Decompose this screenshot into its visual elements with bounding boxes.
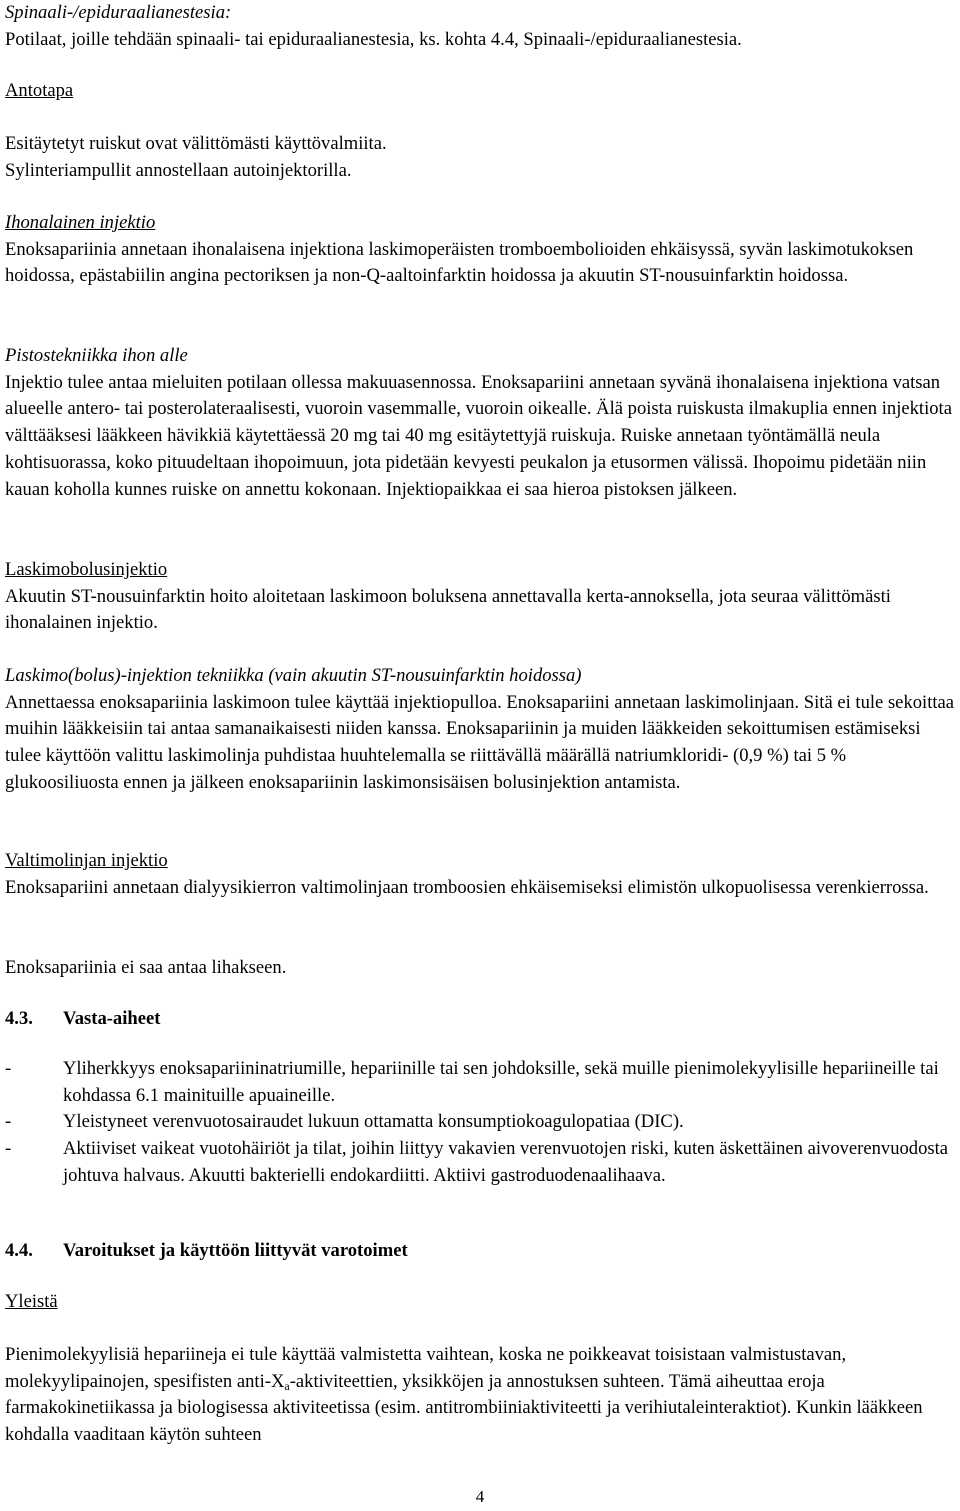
iv-bolus-text: Akuutin ST-nousuinfarktin hoito aloitetaan laskimoon boluksena annettavalla kerta-annoksella, jota seuraa välittömästi ihonalainen injektio. <box>5 585 891 634</box>
list-item <box>5 1056 956 1109</box>
iv-technique-heading: Laskimo(bolus)-injektion tekniikka (vain akuutin ST-nousuinfarktin hoidossa) <box>5 665 582 686</box>
list-dash: - <box>5 1138 12 1160</box>
section-iv-technique <box>5 663 956 797</box>
warnings-heading <box>5 1238 956 1265</box>
spinal-heading: Spinaali-/epiduraalianestesia: <box>5 2 232 23</box>
contraindications-heading <box>5 1006 956 1033</box>
warnings-number: 4.4. <box>5 1240 33 1261</box>
list-item <box>5 1136 956 1189</box>
page-number: 4 <box>475 1487 485 1506</box>
list-item-text: Yleistyneet verenvuotosairaudet lukuun ottamatta konsumptiokoagulopatiaa (DIC). <box>63 1111 684 1133</box>
list-item-text: Aktiiviset vaikeat vuotohäiriöt ja tilat, joihin liittyy vakavien verenvuotojen riski, kuten äskettäinen aivoverenvuodosta johtuva halvaus. Akuutti bakterielli endokardiitti. Aktiivi gastroduodenaalihaava. <box>63 1138 949 1186</box>
section-arterial <box>5 848 956 901</box>
contraindications-list-wrap <box>5 1056 956 1190</box>
sc-text: Enoksapariinia annetaan ihonalaisena injektiona laskimoperäisten tromboembolioiden ehkäisyssä, syvän laskimotukoksen hoidossa, epästabiilin angina pectoriksen ja non-Q-aaltoinfarktin hoidossa ja akuutin ST-nousuinfarktin hoidossa. <box>5 238 914 287</box>
general-text-part-1: Pienimolekyylisiä hepariineja ei tule käyttää valmistetta vaihtean, koska ne poikkeavat toisistaan valmistustavan, molekyylipainojen, spesifisten anti-X <box>5 1344 847 1392</box>
list-item <box>5 1109 956 1136</box>
warnings-title: Varoitukset ja käyttöön liittyvät varotoimet <box>63 1240 408 1261</box>
antotapa-heading: Antotapa <box>5 80 74 101</box>
iv-technique-text: Annettaessa enoksapariinia laskimoon tulee käyttää injektiopulloa. Enoksapariini annetaan laskimolinjaan. Sitä ei tule sekoittaa muihin lääkkeisiin tai antaa samanaikaisesti niiden kanssa. Enoksapariinin ja muiden lääkkeiden sekoittumisen estämiseksi tulee käyttöön valittu laskimolinja puhdistaa huuhtelemalla se riittävällä määrällä natriumkloridi- (0,9 %) tai 5 % glukoosiliuosta ennen ja jälkeen enoksapariinin laskimonsisäisen bolusinjektion antamista. <box>5 691 955 793</box>
contra-title: Vasta-aiheet <box>63 1008 161 1029</box>
list-item-text: Yliherkkyys enoksapariininatriumille, hepariinille tai sen johdoksille, sekä muille pienimolekyylisille hepariineille tai kohdassa 6.1 mainituille apuaineille. <box>63 1058 939 1106</box>
general-text <box>5 1342 956 1449</box>
iv-bolus-heading: Laskimobolusinjektio <box>5 559 168 580</box>
section-im-note <box>5 955 956 982</box>
contraindications-list <box>5 1056 956 1190</box>
general-text-part-2: -aktiviteettien, yksikköjen ja annostuksen suhteen. Tämä aiheuttaa eroja farmakokinetiikassa ja biologisessa aktiviteetissa (esim. antitrombiiniaktiviteetti ja verihiutaleinteraktiot). Kunkin lääkkeen kohdalla vaaditaan käytön suhteen <box>5 1370 923 1446</box>
section-spinal-epidural <box>5 0 956 53</box>
general-heading: Yleistä <box>5 1291 58 1312</box>
section-general-body <box>5 1342 956 1449</box>
section-subcutaneous <box>5 210 956 290</box>
im-note: Enoksapariinia ei saa antaa lihakseen. <box>5 957 287 978</box>
arterial-text: Enoksapariini annetaan dialyysikierron valtimolinjaan tromboosien ehkäisemiseksi elimistön ulkopuolisessa verenkierrossa. <box>5 876 929 898</box>
list-dash: - <box>5 1058 12 1079</box>
section-antotapa-body <box>5 131 956 184</box>
section-general <box>5 1289 956 1316</box>
antotapa-line-2: Sylinteriampullit annostellaan autoinjektorilla. <box>5 159 352 181</box>
contra-number: 4.3. <box>5 1008 33 1029</box>
list-dash: - <box>5 1111 12 1133</box>
spinal-text: Potilaat, joille tehdään spinaali- tai epiduraalianestesia, ks. kohta 4.4, Spinaali-/epiduraalianestesia. <box>5 28 742 50</box>
section-antotapa <box>5 78 956 105</box>
sc-heading: Ihonalainen injektio <box>5 212 156 233</box>
technique-heading: Pistostekniikka ihon alle <box>5 345 188 366</box>
general-text-subscript: a <box>284 1378 290 1393</box>
technique-text: Injektio tulee antaa mieluiten potilaan ollessa makuuasennossa. Enoksapariini annetaan syvänä ihonalaisena injektiona vatsan alueelle antero- tai posterolateraalisesti, vuoroin vasemmalle, vuoroin oikealle. Älä poista ruiskusta ilmakuplia ennen injektiota välttääksesi lääkkeen hävikkiä käytettäessä 20 mg tai 40 mg esitäytettyjä ruiskuja. Ruiske annetaan työntämällä neula kohtisuorassa, koko pituudeltaan ihopoimuun, jota pidetään kevyesti peukalon ja etusormen välissä. Ihopoimu pidetään niin kauan koholla kunnes ruiske on annettu kokonaan. Injektiopaikkaa ei saa hieroa pistoksen jälkeen. <box>5 371 952 500</box>
arterial-heading: Valtimolinjan injektio <box>5 850 168 871</box>
section-technique <box>5 343 956 503</box>
section-iv-bolus <box>5 557 956 637</box>
antotapa-line-1: Esitäytetyt ruiskut ovat välittömästi käyttövalmiita. <box>5 133 387 154</box>
